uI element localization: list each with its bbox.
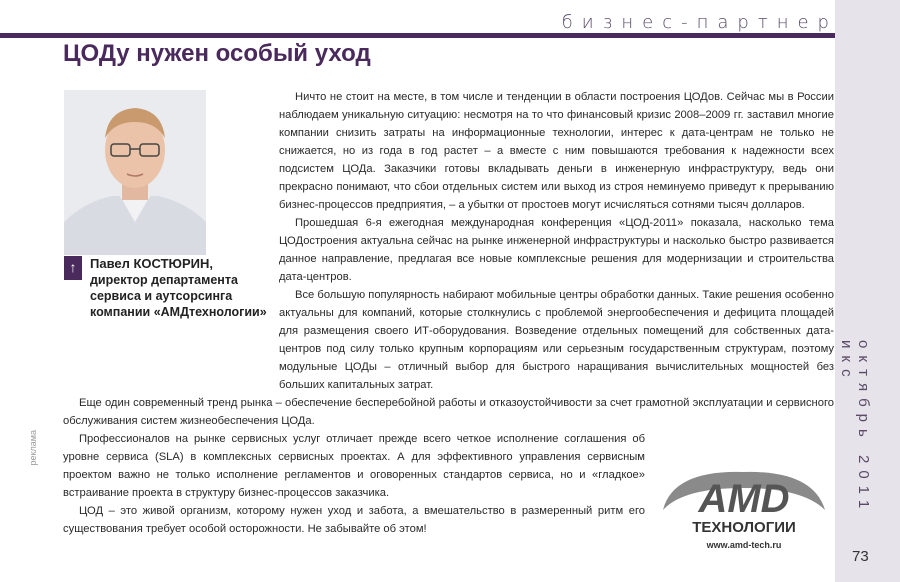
right-spacer [834,88,835,444]
paragraph-2: Прошедшая 6-я ежегодная международная конференция «ЦОД-2011» показала, насколько тема ЦОДостроения актуальна сейчас на рынке инженерной инфраструктуры и насколько быстро развивается данное направление, предлагая все новые комплексные решения для модернизации и строительства дата-центров. [279,217,834,283]
arrow-up-icon: ↑ [64,256,82,280]
article-title: ЦОДу нужен особый уход [63,40,371,67]
paragraph-6: ЦОД – это живой организм, которому нужен уход и забота, а вмешательство в размеренный ритм его существования требует особой осторожности. Не забывайте об этом! [63,505,645,535]
header-rule [0,33,835,38]
logo-subtitle: ТЕХНОЛОГИИ [692,519,796,536]
advertisement-label: реклама [28,430,38,466]
section-label: бизнес-партнер [561,12,838,33]
author-name: Павел КОСТЮРИН, [90,256,213,271]
photo-spacer [63,88,279,388]
issue-date: октябрь 2011 икс [838,340,872,516]
author-position: директор департамента сервиса и аутсорсинга компании «АМДтехнологии» [90,273,267,319]
logo-url[interactable]: www.amd-tech.ru [706,540,782,550]
amd-logo-graphic [653,462,835,558]
paragraph-5: Профессионалов на рынке сервисных услуг отличает прежде всего четкое исполнение соглашения об уровне сервиса (SLA) в комплексных сервисных проектах. А для эффективного управления сервисным проектом важно не только исполнение регламентов и оговоренных стандартов сервиса, но и «гладкое» встраивание проекта в структуру бизнес-процессов заказчика. [63,433,645,499]
page-number: 73 [852,548,869,565]
paragraph-1: Ничто не стоит на месте, в том числе и тенденции в области построения ЦОДов. Сейчас мы в России наблюдаем уникальную ситуацию: несмотря на то что финансовый кризис 2008–2009 гг. заставил многие компании снизить затраты на информационные технологии, интерес к дата-центрам не только не снижается, но из года в год растет – а вместе с ним повышаются требования к надежности всех подсистем ЦОДа. Заказчики готовы вкладывать деньги в инженерную инфраструктуру, ведь они прекрасно понимают, что сбои отдельных систем или выход из строя неминуемо приведут к прерыванию бизнес-процессов предприятия, – а убытки от простоев могут исчисляться сотнями тысяч долларов. [279,91,834,211]
paragraph-4: Еще один современный тренд рынка – обеспечение бесперебойной работы и отказоустойчивости за счет грамотной эксплуатации и сервисного обслуживания систем жизнеобеспечения ЦОДа. [63,397,834,427]
paragraph-3: Все большую популярность набирают мобильные центры обработки данных. Такие решения особенно актуальны для компаний, которые столкнулись с проблемой энергообеспечения и дефицита площадей для размещения своего ИТ-оборудования. Возведение отдельных помещений для собственных дата-центров под силу только крупным корпорациям или серьезным государственным структурам, поэтому модульные ЦОДы – отличный выбор для быстрого наращивания вычислительных мощностей без больших капитальных затрат. [279,289,834,391]
logo-brand: AMD [698,477,790,521]
company-logo [653,462,835,558]
